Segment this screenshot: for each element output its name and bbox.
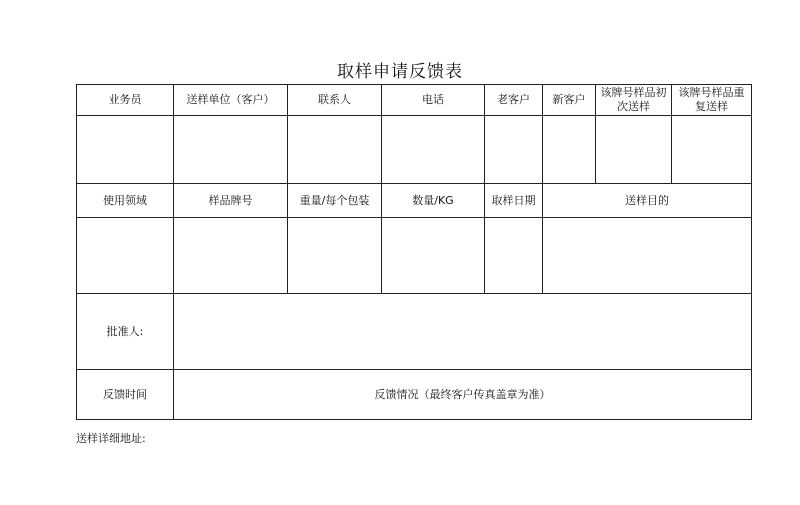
header-application-field: 使用领域 (77, 184, 174, 218)
cell-application-field[interactable] (77, 218, 174, 294)
input-row-2 (77, 218, 752, 294)
header-phone: 电话 (382, 85, 485, 116)
feedback-note[interactable]: 反馈情况（最终客户传真盖章为准） (174, 370, 752, 420)
header-weight-per-pack: 重量/每个包装 (288, 184, 382, 218)
header-salesperson: 业务员 (77, 85, 174, 116)
cell-first-sample[interactable] (596, 116, 672, 184)
cell-sample-grade[interactable] (174, 218, 288, 294)
header-sending-unit: 送样单位（客户） (174, 85, 288, 116)
shipping-address-label: 送样详细地址: (76, 432, 146, 445)
cell-sampling-date[interactable] (485, 218, 543, 294)
cell-new-customer[interactable] (543, 116, 596, 184)
cell-quantity-kg[interactable] (382, 218, 485, 294)
header-quantity-kg: 数量/KG (382, 184, 485, 218)
cell-salesperson[interactable] (77, 116, 174, 184)
approver-row (77, 294, 752, 370)
header-sampling-date: 取样日期 (485, 184, 543, 218)
header-repeat-sample: 该牌号样品重复送样 (672, 85, 752, 116)
header-sample-purpose: 送样目的 (543, 184, 752, 218)
header-row-2 (77, 184, 752, 218)
header-contact: 联系人 (288, 85, 382, 116)
header-first-sample: 该牌号样品初次送样 (596, 85, 672, 116)
approver-cell[interactable] (174, 294, 752, 370)
cell-weight-per-pack[interactable] (288, 218, 382, 294)
sample-request-table (76, 84, 752, 420)
cell-repeat-sample[interactable] (672, 116, 752, 184)
header-sample-grade: 样品牌号 (174, 184, 288, 218)
input-row-1 (77, 116, 752, 184)
header-new-customer: 新客户 (543, 85, 596, 116)
cell-sample-purpose[interactable] (543, 218, 752, 294)
form-title: 取样申请反馈表 (337, 62, 463, 82)
feedback-time-label: 反馈时间 (77, 370, 174, 420)
cell-phone[interactable] (382, 116, 485, 184)
cell-contact[interactable] (288, 116, 382, 184)
cell-old-customer[interactable] (485, 116, 543, 184)
cell-sending-unit[interactable] (174, 116, 288, 184)
feedback-row (77, 370, 752, 420)
approver-label: 批准人: (77, 294, 174, 370)
header-old-customer: 老客户 (485, 85, 543, 116)
header-row-1 (77, 85, 752, 116)
